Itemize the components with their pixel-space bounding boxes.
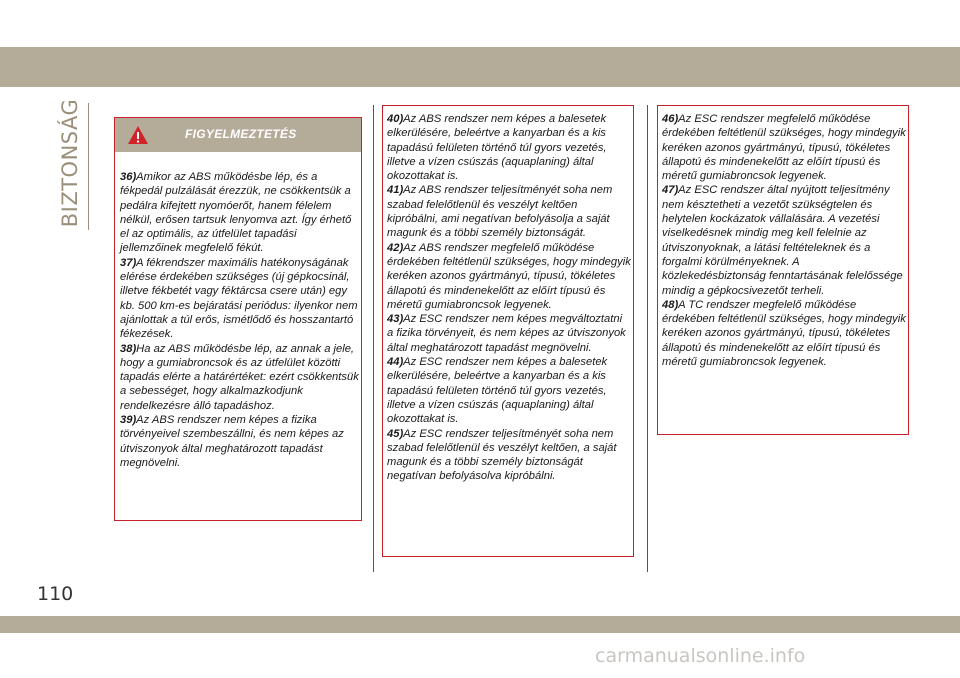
warning-column-3 — [657, 105, 909, 435]
warning-item: 46)Az ESC rendszer megfelelő működése érdekében feltétlenül szükséges, hogy mindegyik keréken azonos gyártmányú, típusú, tökéletes állapotú és mindenekelőtt az előírt típusú és méretű gumiabroncsok legyenek. — [662, 113, 906, 183]
warning-item: 40)Az ABS rendszer nem képes a balesetek elkerülésére, beleértve a kanyarban és a kis tapadású felületen történő túl gyors vezetés, illetve a vízen csúszás (aquaplaning) által okozottakat is. — [387, 113, 607, 183]
warning-triangle-icon — [127, 125, 149, 145]
column-divider — [373, 105, 374, 572]
warning-item: 38)Ha az ABS működésbe lép, az annak a jele, hogy a gumiabroncsok és az útfelület közötti tapadás elérte a határértéket: ezért csökkentsük a sebességet, hogy alkalmazkodjunk rendelkezésre álló tapadáshoz. — [120, 342, 359, 412]
column-2-body — [387, 112, 631, 484]
warning-column-2 — [382, 105, 634, 557]
warning-item: 43)Az ESC rendszer nem képes megváltoztatni a fizika törvényeit, és nem képes az útviszonyok által meghatározott tapadást megnövelni. — [387, 313, 626, 354]
warning-item: 48)A TC rendszer megfelelő működése érdekében feltétlenül szükséges, hogy mindegyik keréken azonos gyártmányú, típusú, tökéletes állapotú és mindenekelőtt az előírt típusú és méretű gumiabroncsok legyenek. — [662, 298, 906, 369]
bottom-band — [0, 616, 960, 633]
warning-item: 47)Az ESC rendszer által nyújtott teljesítmény nem késztetheti a vezetőt szükségtelen és helytelen kockázatok vállalására. A vezetési viselkedésnek mindig meg kell felelnie az útviszonyoknak, a látási feltételeknek és a forgalmi körülményeknek. A közlekedésbiztonság fenntartásának felelőssége mindig a gépkocsivezetőt terheli. — [662, 184, 903, 297]
warning-body — [120, 170, 360, 470]
column-3-body — [662, 112, 906, 369]
warning-item: 44)Az ESC rendszer nem képes a balesetek elkerülésére, beleértve a kanyarban és a kis tapadású felületen történő túl gyors vezetés, illetve a vízen csúszás (aquaplaning) által okozottakat is. — [387, 356, 608, 426]
warning-item: 39)Az ABS rendszer nem képes a fizika törvényeivel szembeszállni, és nem képes az útviszonyok által meghatározott tapadást megnövelni. — [120, 414, 344, 469]
warning-item: 37)A fékrendszer maximális hatékonyságának elérése érdekében szükséges (új gépkocsinál, illetve fékbetét vagy féktárcsa csere után) egy kb. 500 km-es bejáratási periódus: ilyenkor nem ajánlottak a túl erős, ismétlődő és hosszantartó fékezések. — [120, 256, 358, 341]
page-number: 110 — [37, 583, 74, 605]
warning-item: 36)Amikor az ABS működésbe lép, és a fékpedál pulzálását érezzük, ne csökkentsük a pedálra kifejtett nyomóerőt, hanem félelem nélkül, erősen tartsuk lenyomva azt. Így érhető el az optimális, az útfelület tapadási jellemzőinek megfelelő fékút. — [120, 171, 352, 255]
warning-item: 45)Az ESC rendszer teljesítményét soha nem szabad felelőtlenül és veszélyt keltően, a saját magunk és a többi személy biztonságát negatívan befolyásolva kipróbálni. — [387, 427, 617, 483]
warning-item: 41)Az ABS rendszer teljesítményét soha nem szabad felelőtlenül és veszélyt keltően kipróbálni, ami negatívan befolyásolja a saját magunk és a többi személy biztonságát. — [387, 184, 613, 240]
section-title-rule — [88, 103, 89, 230]
section-title: BIZTONSÁG — [58, 98, 82, 228]
warning-title: FIGYELMEZTETÉS — [185, 127, 297, 141]
warning-box — [114, 117, 362, 521]
warning-item: 42)Az ABS rendszer megfelelő működése érdekében feltétlenül szükséges, hogy mindegyik keréken azonos gyártmányú, típusú, tökéletes állapotú és mindenekelőtt az előírt típusú és méretű gumiabroncsok legyenek. — [387, 241, 631, 311]
footer-watermark: carmanualsonline.info — [595, 645, 806, 667]
warning-header — [115, 118, 361, 152]
top-band — [0, 47, 960, 87]
column-divider — [647, 105, 648, 572]
